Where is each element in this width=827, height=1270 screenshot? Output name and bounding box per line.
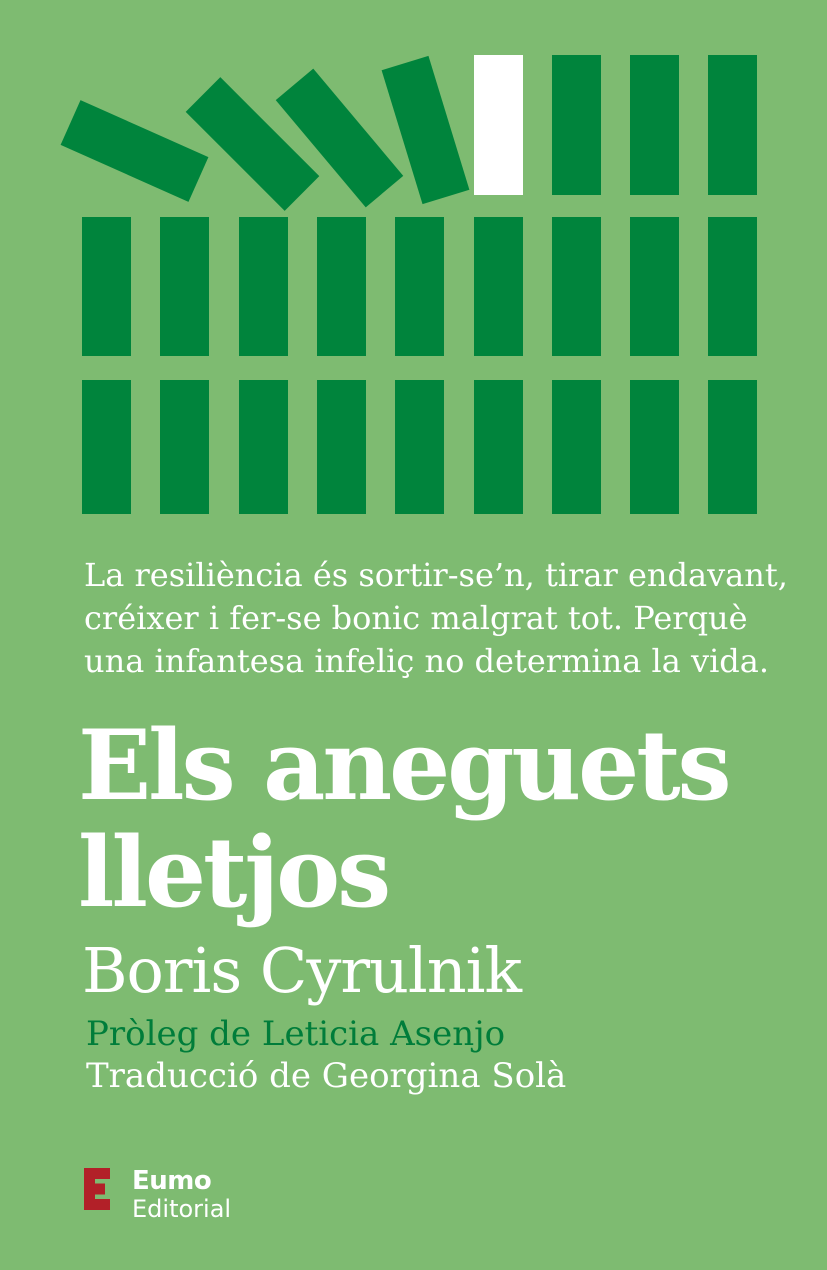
standing-domino [474, 217, 523, 356]
standing-domino [239, 380, 288, 514]
credits [86, 1013, 566, 1097]
quote-line: créixer i fer-se bonic malgrat tot. Perquè [84, 599, 748, 637]
quote-line: La resiliència és sortir-se’n, tirar endavant, [84, 556, 788, 594]
book-title-line: lletjos [78, 816, 389, 929]
standing-domino [552, 217, 601, 356]
standing-domino [395, 217, 444, 356]
standing-domino [160, 217, 209, 356]
standing-domino [708, 55, 757, 195]
translation-credit: Traducció de Georgina Solà [86, 1056, 567, 1096]
eumo-e-mark-icon [84, 1168, 110, 1210]
standing-domino [630, 55, 679, 195]
standing-domino [239, 217, 288, 356]
falling-domino [60, 100, 208, 202]
standing-domino [708, 380, 757, 514]
book-title-line: Els aneguets [78, 709, 729, 822]
standing-domino [474, 380, 523, 514]
publisher-name: Eumo [132, 1166, 212, 1196]
standing-domino [630, 217, 679, 356]
white-domino [474, 55, 523, 195]
publisher-wordmark [132, 1168, 231, 1221]
author-name: Boris Cyrulnik [82, 934, 522, 1007]
standing-domino [160, 380, 209, 514]
publisher-type: Editorial [132, 1195, 232, 1223]
cover-quote [84, 554, 788, 683]
book-title [78, 709, 729, 929]
standing-domino [708, 217, 757, 356]
standing-domino [82, 217, 131, 356]
quote-line: una infantesa infeliç no determina la vida. [84, 642, 770, 680]
standing-domino [317, 217, 366, 356]
standing-domino [552, 55, 601, 195]
standing-domino [630, 380, 679, 514]
standing-domino [395, 380, 444, 514]
prologue-credit: Pròleg de Leticia Asenjo [86, 1014, 506, 1054]
standing-domino [317, 380, 366, 514]
standing-domino [82, 380, 131, 514]
standing-domino [552, 380, 601, 514]
